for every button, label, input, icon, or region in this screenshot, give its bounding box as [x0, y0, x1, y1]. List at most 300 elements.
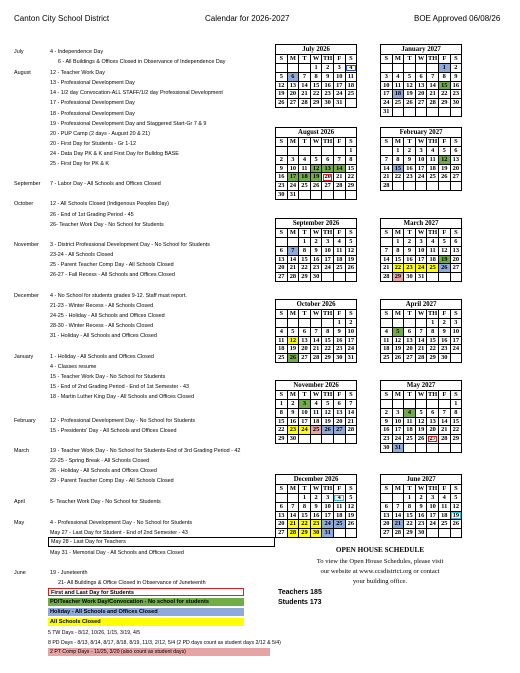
- calendar-day: 8: [345, 155, 357, 164]
- calendar-day: 24: [381, 99, 393, 108]
- calendar-day: 6: [415, 72, 427, 81]
- calendar-day: 28: [345, 426, 357, 435]
- calendar-day: 26: [404, 99, 416, 108]
- calendar-day: 22: [322, 345, 334, 354]
- calendar-day: [427, 64, 439, 73]
- calendar-day: 13: [276, 511, 288, 520]
- calendar-day: 13: [287, 81, 299, 90]
- calendar-day: 30: [381, 443, 393, 452]
- calendar-day: 3: [392, 408, 404, 417]
- calendar-day: 14: [381, 164, 393, 173]
- calendar-day: 25: [345, 90, 357, 99]
- calendar-day: 13: [299, 336, 311, 345]
- calendar-day: 14: [392, 511, 404, 520]
- event-item: 5- Teacher Work Day - No School for Students: [50, 499, 161, 505]
- calendar-day: [415, 443, 427, 452]
- calendar-day: 30: [450, 99, 462, 108]
- calendar-day: [287, 494, 299, 503]
- calendar-day: 29: [310, 99, 322, 108]
- calendar-day: [381, 238, 393, 247]
- calendar-day: [276, 319, 288, 328]
- calendar-day: 9: [310, 246, 322, 255]
- calendar-day: 14: [427, 81, 439, 90]
- calendar-day: 20: [427, 426, 439, 435]
- calendar-day: [404, 400, 416, 409]
- calendar-day: 13: [381, 511, 393, 520]
- calendar-day: 20: [381, 520, 393, 529]
- calendar-day: 22: [392, 173, 404, 182]
- calendar-day: 25: [310, 426, 322, 435]
- calendar-day: 12: [404, 81, 416, 90]
- calendar-day: 20: [276, 520, 288, 529]
- weekday-header: S: [345, 391, 357, 400]
- calendar-day: 30: [287, 435, 299, 444]
- calendar-day: [438, 529, 450, 538]
- month-label: July: [14, 49, 24, 55]
- calendar-day: 7: [345, 400, 357, 409]
- calendar-day: [404, 319, 416, 328]
- calendar-day: 6: [450, 238, 462, 247]
- month-label: April: [14, 499, 25, 505]
- calendar-day: 8: [310, 72, 322, 81]
- calendar-day: 15: [392, 164, 404, 173]
- weekday-header: TH: [323, 55, 333, 62]
- calendar-day: 16: [287, 417, 299, 426]
- calendar-day: [287, 319, 299, 328]
- calendar-day: [322, 319, 334, 328]
- event-item: 24 - Data Day PK & K and First Day for Bulldog BASE: [50, 151, 179, 157]
- weekday-header: S: [450, 229, 462, 238]
- calendar-day: 3: [450, 319, 462, 328]
- calendar-day: 10: [345, 327, 357, 336]
- legend-first-last: First and Last Day for Students: [48, 588, 244, 596]
- weekday-header: T: [404, 391, 416, 400]
- calendar-day: 16: [276, 173, 288, 182]
- calendar-day: 3: [381, 72, 393, 81]
- calendar-day: 12: [310, 164, 322, 173]
- calendar-day: 25: [427, 173, 439, 182]
- calendar-day: 21: [345, 417, 357, 426]
- event-item: 22-25 - Spring Break - All Schools Closed: [50, 458, 150, 464]
- calendar-day: 21: [381, 173, 393, 182]
- weekday-header: S: [381, 485, 393, 494]
- month-label: February: [14, 418, 36, 424]
- calendar-day: 6: [299, 327, 311, 336]
- weekday-header: M: [392, 391, 404, 400]
- event-item: 4 - Professional Development Day - No School for Students: [50, 520, 193, 526]
- calendar-day: [287, 64, 299, 73]
- weekday-header: S: [381, 391, 393, 400]
- calendar-day: [322, 273, 334, 282]
- event-item: 31 - Holiday - All Schools and Offices Closed: [50, 333, 157, 339]
- calendar-day: 11: [310, 408, 322, 417]
- calendar-day: 30: [322, 99, 334, 108]
- calendar-day: 27: [427, 435, 439, 444]
- calendar-day: 18: [438, 511, 450, 520]
- calendar-day: 14: [310, 336, 322, 345]
- calendar-day: [299, 64, 311, 73]
- calendar-day: 12: [392, 336, 404, 345]
- calendar-day: 31: [333, 99, 345, 108]
- event-item: May 31 - Memorial Day - All Schools and Offices Closed: [50, 550, 184, 556]
- calendar-day: 7: [287, 246, 299, 255]
- month-label: August: [14, 70, 31, 76]
- calendar-day: 19: [438, 255, 450, 264]
- calendar-month-title: February 2027: [381, 128, 462, 138]
- tw-days-note: 5 TW Days - 8/12, 10/26, 1/15, 3/19, 4/5: [48, 630, 141, 636]
- calendar-day: 23: [310, 520, 322, 529]
- calendar-day: [276, 64, 288, 73]
- calendar-day: 27: [415, 99, 427, 108]
- calendar-day: 25: [427, 264, 439, 273]
- event-item: 23-24 - All Schools Closed: [50, 252, 114, 258]
- calendar-october-2026: [275, 299, 357, 363]
- calendar-day: 26: [438, 173, 450, 182]
- calendar-day: [438, 443, 450, 452]
- calendar-day: [345, 190, 357, 199]
- calendar-day: 7: [381, 155, 393, 164]
- calendar-day: [438, 273, 450, 282]
- calendar-day: 27: [299, 354, 311, 363]
- calendar-day: 28: [333, 182, 345, 191]
- calendar-day: 5: [287, 327, 299, 336]
- calendar-day: 25: [438, 520, 450, 529]
- weekday-header: S: [276, 138, 288, 147]
- calendar-day: 18: [427, 164, 439, 173]
- calendar-day: [450, 529, 462, 538]
- calendar-day: 18: [333, 511, 345, 520]
- calendar-day: 23: [450, 90, 462, 99]
- calendar-day: [333, 529, 345, 538]
- calendar-day: [276, 147, 288, 156]
- calendar-day: 30: [438, 354, 450, 363]
- calendar-day: 8: [450, 408, 462, 417]
- calendar-day: 2: [276, 155, 288, 164]
- calendar-day: 19: [450, 511, 462, 520]
- calendar-day: 12: [438, 155, 450, 164]
- event-item: 21-23 - Winter Recess - All Schools Closed: [50, 303, 154, 309]
- calendar-day: 8: [392, 155, 404, 164]
- weekday-header: M: [287, 391, 299, 400]
- calendar-day: 22: [299, 520, 311, 529]
- calendar-month-title: September 2026: [276, 219, 357, 229]
- calendar-day: [381, 147, 393, 156]
- weekday-header: T: [404, 55, 416, 64]
- weekday-header: F: [333, 138, 345, 147]
- calendar-day: 2: [404, 238, 416, 247]
- calendar-day: 15: [450, 417, 462, 426]
- weekday-header: W: [415, 138, 427, 147]
- calendar-day: 9: [287, 408, 299, 417]
- legend-holiday: Holiday - All Schools and Offices Closed: [48, 608, 244, 616]
- calendar-day: 12: [415, 417, 427, 426]
- calendar-day: [427, 529, 439, 538]
- calendar-day: 23: [415, 520, 427, 529]
- month-label: June: [14, 570, 26, 576]
- calendar-day: 11: [345, 72, 357, 81]
- event-item: 25 - First Day for PK & K: [50, 161, 110, 167]
- calendar-day: 17: [322, 255, 334, 264]
- calendar-day: 4: [345, 64, 357, 73]
- weekday-header: S: [381, 138, 393, 147]
- calendar-day: 15: [427, 336, 439, 345]
- weekday-header: S: [450, 55, 462, 64]
- calendar-day: [333, 273, 345, 282]
- calendar-day: 4: [438, 494, 450, 503]
- calendar-day: 29: [345, 182, 357, 191]
- calendar-day: 17: [450, 336, 462, 345]
- calendar-day: [310, 435, 322, 444]
- weekday-header: F: [333, 229, 345, 238]
- calendar-month-title: March 2027: [381, 219, 462, 229]
- calendar-day: 28: [310, 354, 322, 363]
- calendar-day: 21: [287, 264, 299, 273]
- calendar-day: 28: [438, 435, 450, 444]
- weekday-header: S: [381, 310, 393, 319]
- calendar-day: 2: [450, 64, 462, 73]
- calendar-day: 18: [310, 417, 322, 426]
- legend-pd-teacher: PD/Teacher Work Day/Convocation - No school for students: [48, 598, 244, 606]
- weekday-header: F: [438, 485, 450, 494]
- calendar-day: 12: [450, 502, 462, 511]
- calendar-day: 4: [392, 72, 404, 81]
- weekday-header: F: [333, 485, 345, 494]
- calendar-day: 24: [287, 182, 299, 191]
- calendar-day: 11: [381, 336, 393, 345]
- calendar-day: 13: [333, 408, 345, 417]
- calendar-day: 16: [415, 511, 427, 520]
- calendar-day: 2: [404, 147, 416, 156]
- calendar-day: 27: [404, 354, 416, 363]
- calendar-day: [427, 443, 439, 452]
- calendar-day: [299, 190, 311, 199]
- event-item: 18 - Professional Development Day: [50, 111, 135, 117]
- calendar-day: 14: [333, 164, 345, 173]
- open-house-title: OPEN HOUSE SCHEDULE: [335, 546, 425, 554]
- calendar-day: 3: [322, 238, 334, 247]
- calendar-day: 30: [310, 273, 322, 282]
- month-label: December: [14, 293, 39, 299]
- event-item: 18 - Martin Luther King Day - All Schools and Offices Closed: [50, 394, 195, 400]
- calendar-day: 10: [322, 246, 334, 255]
- calendar-day: 8: [322, 327, 334, 336]
- calendar-day: 13: [415, 81, 427, 90]
- weekday-header: F: [333, 310, 345, 319]
- calendar-day: 1: [299, 238, 311, 247]
- calendar-day: 9: [333, 327, 345, 336]
- calendar-day: [392, 494, 404, 503]
- calendar-march-2027: [380, 218, 462, 282]
- calendar-day: 21: [427, 90, 439, 99]
- open-house-line: To view the Open House Schedules, please visit: [316, 558, 444, 565]
- calendar-day: 17: [415, 164, 427, 173]
- calendar-day: 15: [276, 417, 288, 426]
- calendar-day: 18: [392, 90, 404, 99]
- open-house-line: our website at www.ccsdistrict.org or contact: [320, 568, 440, 575]
- calendar-day: 16: [381, 426, 393, 435]
- calendar-day: 25: [404, 435, 416, 444]
- calendar-day: [415, 319, 427, 328]
- calendar-day: [404, 182, 416, 191]
- calendar-day: 14: [415, 336, 427, 345]
- calendar-day: [427, 400, 439, 409]
- calendar-day: 20: [450, 255, 462, 264]
- calendar-day: 5: [450, 494, 462, 503]
- event-item: 19 - Professional Development Day and Staggered Start-Gr 7 & 9: [50, 121, 207, 127]
- calendar-day: [415, 64, 427, 73]
- calendar-day: 9: [310, 502, 322, 511]
- calendar-day: 24: [392, 435, 404, 444]
- weekday-header: S: [450, 310, 462, 319]
- calendar-day: 21: [438, 426, 450, 435]
- calendar-day: 19: [438, 164, 450, 173]
- teacher-count: Teachers 185: [278, 589, 322, 596]
- calendar-day: [427, 273, 439, 282]
- calendar-day: 2: [310, 238, 322, 247]
- weekday-header: F: [438, 138, 450, 147]
- calendar-day: [392, 319, 404, 328]
- calendar-day: 9: [404, 155, 416, 164]
- calendar-day: 25: [333, 264, 345, 273]
- calendar-day: 31: [287, 190, 299, 199]
- calendar-day: 5: [345, 238, 357, 247]
- calendar-day: 16: [438, 336, 450, 345]
- calendar-day: [438, 107, 450, 116]
- calendar-day: 11: [333, 246, 345, 255]
- calendar-day: 19: [392, 345, 404, 354]
- calendar-day: [381, 400, 393, 409]
- calendar-day: 1: [276, 400, 288, 409]
- calendar-day: 18: [381, 345, 393, 354]
- last-day-teachers-box: May 28 - Last Day for Teachers: [48, 537, 275, 547]
- calendar-day: 15: [404, 511, 416, 520]
- calendar-day: 22: [427, 345, 439, 354]
- weekday-header: W: [310, 55, 322, 64]
- event-item: 6 - All Buildings & Offices Closed in Observance of Independence Day: [58, 59, 226, 65]
- calendar-day: 11: [438, 502, 450, 511]
- calendar-day: 7: [415, 327, 427, 336]
- calendar-day: [450, 182, 462, 191]
- weekday-header: M: [287, 485, 299, 494]
- calendar-day: 4: [310, 400, 322, 409]
- calendar-day: 2: [381, 408, 393, 417]
- calendar-day: 8: [299, 246, 311, 255]
- weekday-header: TH: [323, 485, 333, 492]
- calendar-day: 5: [415, 408, 427, 417]
- calendar-day: 28: [427, 99, 439, 108]
- calendar-day: 31: [381, 107, 393, 116]
- calendar-day: 7: [381, 246, 393, 255]
- calendar-day: 6: [333, 400, 345, 409]
- weekday-header: M: [287, 138, 299, 147]
- calendar-day: 15: [299, 255, 311, 264]
- calendar-day: 29: [438, 99, 450, 108]
- calendar-day: 4: [381, 327, 393, 336]
- calendar-day: 24: [345, 345, 357, 354]
- calendar-day: 22: [392, 264, 404, 273]
- calendar-day: 19: [310, 173, 322, 182]
- calendar-day: 14: [299, 81, 311, 90]
- calendar-day: [381, 494, 393, 503]
- calendar-day: [450, 107, 462, 116]
- calendar-day: 11: [427, 246, 439, 255]
- calendar-day: 8: [404, 502, 416, 511]
- calendar-day: 9: [415, 502, 427, 511]
- calendar-day: 10: [333, 72, 345, 81]
- calendar-day: 14: [287, 511, 299, 520]
- weekday-header: S: [345, 55, 357, 64]
- calendar-day: 4: [276, 327, 288, 336]
- calendar-day: 20: [333, 417, 345, 426]
- weekday-header: W: [415, 310, 427, 319]
- calendar-day: 3: [299, 400, 311, 409]
- calendar-day: 3: [415, 147, 427, 156]
- calendar-day: 17: [299, 417, 311, 426]
- calendar-day: 19: [276, 90, 288, 99]
- calendar-day: [322, 190, 334, 199]
- calendar-day: 16: [404, 255, 416, 264]
- calendar-day: [392, 107, 404, 116]
- calendar-day: 9: [404, 246, 416, 255]
- calendar-day: 19: [287, 345, 299, 354]
- calendar-february-2027: [380, 127, 462, 191]
- weekday-header: W: [415, 55, 427, 64]
- calendar-day: 30: [310, 529, 322, 538]
- calendar-day: 25: [392, 99, 404, 108]
- calendar-day: 1: [392, 238, 404, 247]
- calendar-day: 12: [438, 246, 450, 255]
- calendar-day: 22: [345, 173, 357, 182]
- weekday-header: M: [392, 55, 404, 64]
- event-item: 26-27 - Fall Recess - All Schools and Offices Closed: [50, 272, 175, 278]
- weekday-header: T: [299, 229, 311, 238]
- calendar-month-title: April 2027: [381, 300, 462, 310]
- calendar-day: 10: [381, 81, 393, 90]
- calendar-day: 6: [404, 327, 416, 336]
- calendar-day: [450, 443, 462, 452]
- calendar-day: 8: [438, 72, 450, 81]
- calendar-day: 11: [404, 417, 416, 426]
- calendar-day: 16: [333, 336, 345, 345]
- calendar-day: 5: [310, 155, 322, 164]
- calendar-day: 20: [287, 90, 299, 99]
- calendar-day: 25: [333, 520, 345, 529]
- event-item: 7 - Labor Day - All Schools and Offices Closed: [50, 181, 161, 187]
- event-item: 17 - Professional Development Day: [50, 100, 135, 106]
- legend-closed: All Schools Closed: [48, 618, 244, 626]
- calendar-day: [345, 435, 357, 444]
- calendar-day: 7: [310, 327, 322, 336]
- calendar-day: 6: [427, 408, 439, 417]
- calendar-day: [333, 147, 345, 156]
- calendar-day: [415, 107, 427, 116]
- calendar-day: 5: [438, 147, 450, 156]
- calendar-july-2026: [275, 44, 357, 108]
- event-item: 19 - Teacher Work Day - No School for Students-End of 3rd Grading Period - 42: [50, 448, 241, 454]
- calendar-day: 6: [276, 246, 288, 255]
- weekday-header: W: [415, 229, 427, 238]
- calendar-day: 24: [415, 173, 427, 182]
- calendar-month-title: November 2026: [276, 381, 357, 391]
- calendar-day: 22: [310, 90, 322, 99]
- calendar-day: 23: [404, 173, 416, 182]
- calendar-day: 17: [333, 81, 345, 90]
- event-item: 26 - End of 1st Grading Period - 45: [50, 212, 134, 218]
- event-item: 13 - Professional Development Day: [50, 80, 135, 86]
- calendar-day: 29: [404, 529, 416, 538]
- calendar-day: 22: [438, 90, 450, 99]
- calendar-day: 31: [322, 529, 334, 538]
